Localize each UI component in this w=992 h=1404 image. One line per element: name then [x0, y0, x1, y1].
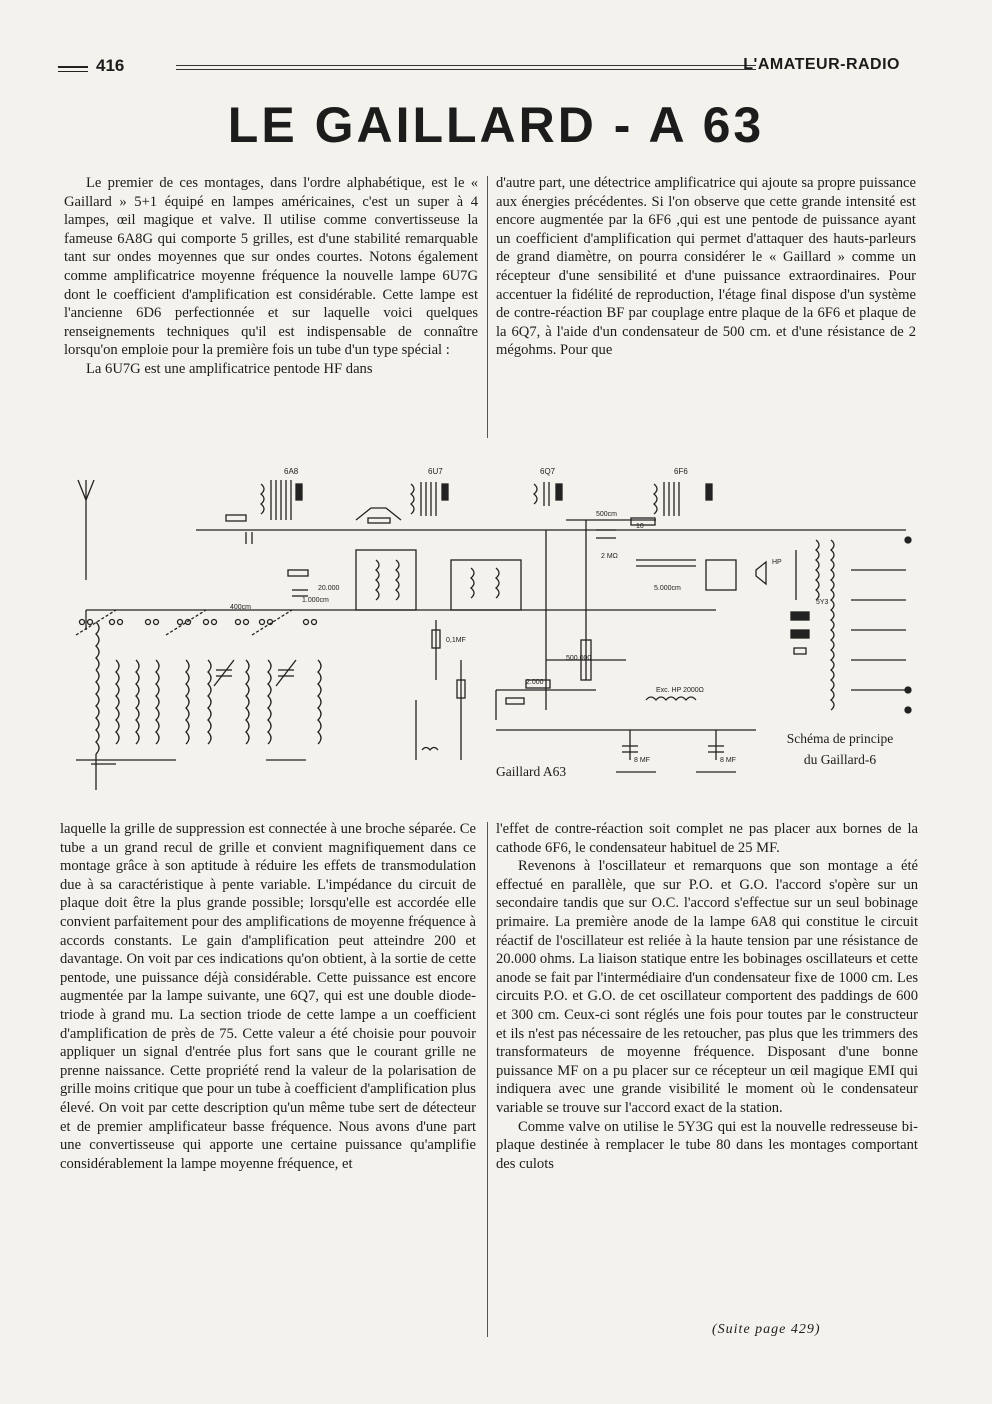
- band-switch: [76, 610, 317, 635]
- svg-text:400cm: 400cm: [230, 604, 252, 611]
- paragraph: Comme valve on utilise le 5Y3G qui est la nouvelle redresseuse bi-plaque destinée à remplacer le tube 80 dans les montages comportant des culots: [496, 1118, 918, 1172]
- svg-text:6U7: 6U7: [428, 467, 443, 476]
- svg-text:Exc. HP 2000Ω: Exc. HP 2000Ω: [656, 687, 704, 694]
- if-transformers: [356, 508, 521, 610]
- svg-text:8 MF: 8 MF: [634, 757, 650, 764]
- svg-text:6Q7: 6Q7: [540, 467, 556, 476]
- paragraph: Revenons à l'oscillateur et remarquons que son montage a été effectué en parallèle, que sur P.O. et G.O. l'accord s'opère sur un secondaire tandis que sur O.C. l'accord s'effectue sur un seul bobinage primaire. La première anode de la lampe 6A8 qui constitue le circuit réactif de l'oscillateur est reliée à la haute tension par une résistance de 20.000 ohms. La liaison statique entre les bobinages oscillateurs et cette anode se fait par l'intermédiaire d'un condensateur fixe de 1000 cm. Les circuits P.O. et G.O. de cet oscillateur comportent des paddings de 600 et 300 cm. Ceux-ci sont réglés une fois pour toutes par le constructeur et ils n'est pas nécessaire de les retoucher, pas plus que les trimmers des transformateurs de moyenne fréquence. Disposant d'une bonne puissance MF on a pu placer sur ce récepteur un œil magique EMI qui indiquera avec une grande visibilité le moment où le condensateur variable se trouve sur l'accord exact de la station.: [496, 858, 918, 1116]
- paragraph: Le premier de ces montages, dans l'ordre alphabétique, est le « Gaillard » 5+1 équipé en lampes américaines, c'est un super à 4 lampes, œil magique et valve. Il utilise comme convertisseuse la fameuse 6A8G qui comporte 5 grilles, est d'une stabilité remarquable tant sur ondes moyennes que sur ondes courtes. Notons également comme amplificatrice moyenne fréquence la nouvelle lampe 6U7G dont le coefficient d'amplification est considérable. Cette lampe est l'ancienne 6D6 perfectionnée et sur laquelle voici quelques renseignements techniques qu'il est indispensable de connaître lorsqu'on emploie pour la première fois un tube d'un type spécial :: [64, 175, 478, 359]
- svg-text:8 MF: 8 MF: [720, 757, 736, 764]
- continuation-note: (Suite page 429): [712, 1322, 821, 1337]
- paragraph: La 6U7G est une amplificatrice pentode HF dans: [86, 360, 373, 377]
- svg-text:20.000: 20.000: [318, 585, 340, 592]
- tube-6u7: [411, 467, 448, 516]
- header-ornament-2: [58, 71, 88, 72]
- svg-text:6F6: 6F6: [674, 467, 688, 476]
- tube-6f6: [654, 467, 712, 516]
- caption-line: du Gaillard-6: [803, 752, 877, 767]
- svg-text:2 MΩ: 2 MΩ: [601, 553, 618, 560]
- svg-text:10: 10: [636, 523, 644, 530]
- schematic-caption: [770, 728, 910, 770]
- column-top-left: [64, 174, 478, 379]
- header-rule: [176, 65, 756, 70]
- schematic-label: Gaillard A63: [496, 764, 567, 779]
- column-top-right: [496, 174, 916, 360]
- paragraph: l'effet de contre-réaction soit complet ne pas placer aux bornes de la cathode 6F6, le condensateur habituel de 25 MF.: [496, 821, 918, 856]
- svg-text:500cm: 500cm: [596, 511, 618, 518]
- paragraph: laquelle la grille de suppression est connectée à une broche séparée. Ce tube a un grand recul de grille et convient magnifiquement dans ce montage grâce à son aptitude à réduire les effets de transmodulation due à sa caractéristique à pente variable. L'impédance du circuit de plaque doit être la plus grande possible; lorsqu'elle est accordée elle convient parfaitement pour des amplifications de moyenne fréquence à accords constants. Le gain d'amplification peut atteindre 200 et davantage. On voit par ces indications qu'on obtient, à la sortie de cette pentode, une puissance déjà considérable. Cette puissance est encore augmentée par la lampe suivante, une 6Q7, qui est une double diode-triode à grand mu. La section triode de cette lampe a un coefficient d'amplification de près de 75. Cette valeur a été choisie pour pouvoir appliquer un signal d'entrée plus fort sans que le courant grille ne prenne naissance. Cette propriété rend la valeur de la polarisation de grille moins critique que pour un tube à coefficient d'amplification plus élevé. On voit par cette description qu'un même tube sert de détecteur et de premier amplificateur basse fréquence. Nous avons d'une part une convertisseuse qui apporte une certaine puissance qu'amplifie considérablement la lampe moyenne fréquence, et: [60, 821, 476, 1172]
- component-labels: [230, 511, 829, 764]
- svg-text:5Y3: 5Y3: [816, 599, 829, 606]
- column-bottom-left: [60, 820, 476, 1173]
- svg-text:6A8: 6A8: [284, 467, 299, 476]
- page-number: 416: [96, 56, 125, 75]
- page-header: [58, 56, 900, 80]
- column-separator: [487, 822, 488, 1337]
- article-title: LE GAILLARD - A 63: [227, 97, 765, 153]
- coil-bank: [96, 622, 321, 790]
- svg-text:500.000: 500.000: [566, 655, 592, 662]
- output-stage: [706, 537, 911, 713]
- tuning-capacitors: [214, 660, 296, 686]
- tube-6a8: [261, 467, 302, 520]
- column-bottom-right: [496, 820, 918, 1173]
- paragraph: d'autre part, une détectrice amplificatrice qui ajoute sa propre puissance aux énergies précédentes. Si l'on observe que cette grande intensité est encore augmentée par la 6F6 ,qui est une pentode de puissance ayant un coefficient d'amplification qui permet d'attaquer des hauts-parleurs de grand diamètre, on pourra considérer le « Gaillard » comme un récepteur d'une sensibilité et d'une puissance extraordinaires. Pour accentuer la fidélité de reproduction, l'étage final dispose d'un système de contre-réaction BF par couplage entre plaque de la 6F6 et plaque de la 6Q7, à l'aide d'un condensateur de 500 cm. et d'une résistance de 2 mégohms. Pour que: [496, 175, 916, 359]
- svg-text:HP: HP: [772, 559, 782, 566]
- tube-6q7: [534, 467, 562, 506]
- svg-text:1.000cm: 1.000cm: [302, 597, 329, 604]
- svg-text:0,1MF: 0,1MF: [446, 637, 466, 644]
- magazine-name: L'AMATEUR-RADIO: [743, 56, 900, 73]
- misc-components: [226, 515, 465, 760]
- svg-text:5.000cm: 5.000cm: [654, 585, 681, 592]
- caption-line: Schéma de principe: [786, 731, 894, 746]
- power-supply: [496, 697, 756, 760]
- svg-text:2.000: 2.000: [526, 679, 544, 686]
- column-separator: [487, 176, 488, 438]
- header-ornament: [58, 66, 88, 68]
- antenna-icon: [78, 480, 94, 580]
